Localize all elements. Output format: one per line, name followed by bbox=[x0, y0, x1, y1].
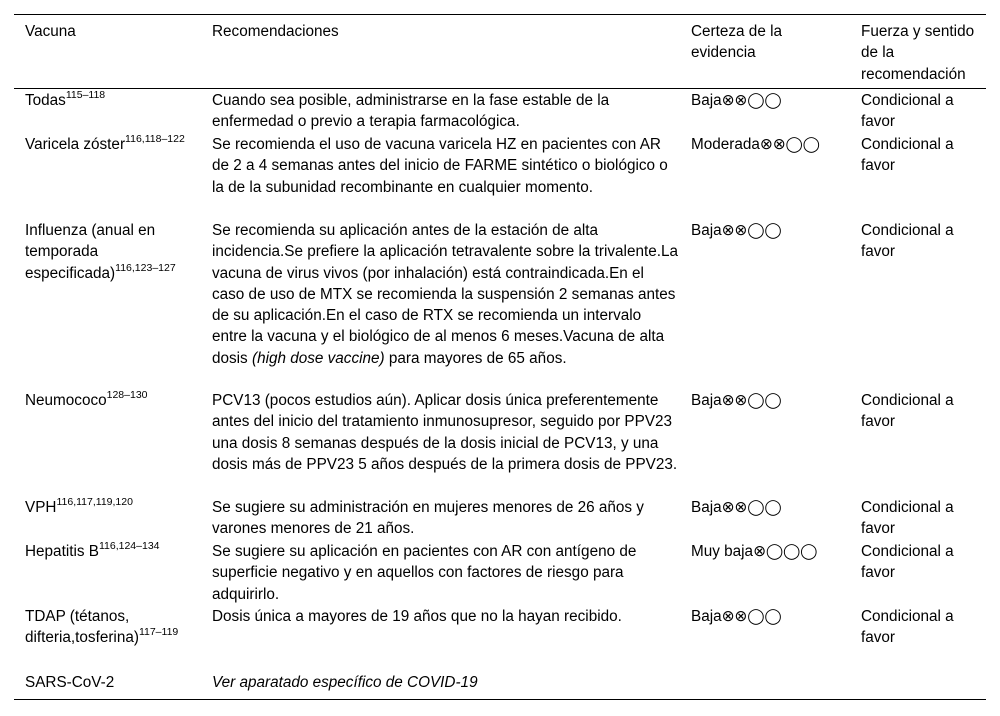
table-row bbox=[14, 540, 986, 605]
reference-superscript: 116,117,119,120 bbox=[56, 495, 133, 508]
fuerza-cell: Condicional a favor bbox=[861, 543, 954, 582]
reference-superscript: 128–130 bbox=[106, 388, 148, 401]
certeza-cell: Baja⊗⊗◯◯ bbox=[691, 222, 782, 239]
table-row bbox=[14, 219, 986, 389]
certeza-cell: Baja⊗⊗◯◯ bbox=[691, 92, 782, 109]
header-certeza: Certeza de la evidencia bbox=[691, 23, 782, 62]
recomendacion-cell: Dosis única a mayores de 19 años que no la hayan recibido. bbox=[212, 608, 622, 625]
recomendacion-cell: Cuando sea posible, administrarse en la fase estable de la enfermedad o previo a terapia farmacológica. bbox=[212, 92, 610, 131]
vacuna-cell: SARS-CoV-2 bbox=[25, 674, 115, 691]
certeza-cell: Baja⊗⊗◯◯ bbox=[691, 392, 782, 409]
certeza-cell bbox=[680, 671, 850, 699]
table-row bbox=[14, 89, 986, 133]
fuerza-cell: Condicional a favor bbox=[861, 92, 954, 131]
fuerza-cell: Condicional a favor bbox=[861, 222, 954, 261]
recomendacion-cell: Se recomienda su aplicación antes de la estación de alta incidencia.Se prefiere la aplicación tetravalente sobre la trivalente.La vacuna de virus vivos (por inhalación) está contraindicada.En el caso de uso de MTX se recomienda la suspensión 2 semanas antes de su aplicación.En el caso de RTX se recomienda un intervalo entre la vacuna y el biológico de al menos 6 meses.Vacuna de alta dosis (high dose vaccine) para mayores de 65 años. bbox=[212, 222, 678, 367]
vacuna-cell: Todas$^{115-118}$ bbox=[25, 88, 106, 109]
reference-superscript: 115–118 bbox=[65, 88, 106, 101]
italic-note: (high dose vaccine) bbox=[251, 349, 385, 367]
fuerza-cell: Condicional a favor bbox=[861, 136, 954, 175]
reference-superscript: 117–119 bbox=[138, 626, 179, 639]
recomendacion-cell: Se sugiere su administración en mujeres menores de 26 años y varones menores de 21 años. bbox=[212, 499, 644, 538]
header-vacuna: Vacuna bbox=[25, 23, 76, 40]
table-row bbox=[14, 671, 986, 699]
fuerza-cell: Condicional a favor bbox=[861, 392, 954, 431]
vacuna-cell: VPH$^{116,117,119,120}$ bbox=[25, 495, 133, 516]
fuerza-cell bbox=[850, 671, 986, 699]
vacuna-cell: Neumococo$^{128-130}$ bbox=[25, 388, 148, 409]
certeza-cell: Baja⊗⊗◯◯ bbox=[691, 499, 782, 516]
table-row bbox=[14, 496, 986, 540]
recomendacion-cell: Ver aparatado específico de COVID-19 bbox=[212, 674, 478, 691]
vaccine-recommendations-table bbox=[14, 14, 986, 700]
vacuna-cell: Hepatitis B$^{116,124-134}$ bbox=[25, 539, 160, 560]
table-row bbox=[14, 389, 986, 496]
fuerza-cell: Condicional a favor bbox=[861, 499, 954, 538]
table-row bbox=[14, 133, 986, 219]
fuerza-cell: Condicional a favor bbox=[861, 608, 954, 647]
reference-superscript: 116,118–122 bbox=[125, 132, 185, 145]
header-fuerza: Fuerza y sentido de la recomendación bbox=[861, 23, 975, 83]
recomendacion-cell: Se sugiere su aplicación en pacientes con AR con antígeno de superficie negativo y en aquellos con factores de riesgo para adquirirlo. bbox=[212, 543, 637, 603]
vacuna-cell: TDAP (tétanos, difteria,tosferina)$^{117-119}$ bbox=[25, 608, 179, 647]
table-body bbox=[14, 89, 986, 699]
certeza-cell: Moderada⊗⊗◯◯ bbox=[691, 136, 820, 153]
reference-superscript: 116,124–134 bbox=[98, 539, 160, 552]
reference-superscript: 116,123–127 bbox=[115, 261, 176, 274]
certeza-cell: Baja⊗⊗◯◯ bbox=[691, 608, 782, 625]
certeza-cell: Muy baja⊗◯◯◯ bbox=[691, 543, 818, 560]
vacuna-cell: Varicela zóster$^{116,118-122}$ bbox=[25, 132, 185, 153]
header-recomendaciones: Recomendaciones bbox=[212, 23, 339, 40]
recomendacion-cell: Se recomienda el uso de vacuna varicela HZ en pacientes con AR de 2 a 4 semanas antes del inicio de FARME sintético o biológico o la de la subunidad recombinante en cualquier momento. bbox=[212, 136, 668, 196]
recomendacion-cell: PCV13 (pocos estudios aún). Aplicar dosis única preferentemente antes del inicio del tratamiento inmunosupresor, seguido por PPV23 una dosis 8 semanas después de la dosis inicial de PCV13, y una dosis más de PPV23 5 años después de la primera dosis de PPV23. bbox=[212, 392, 678, 473]
table-header-row bbox=[14, 15, 986, 89]
vacuna-cell: Influenza (anual en temporada especificada)$^{116,123-127}$ bbox=[25, 222, 176, 282]
table-row bbox=[14, 605, 986, 671]
